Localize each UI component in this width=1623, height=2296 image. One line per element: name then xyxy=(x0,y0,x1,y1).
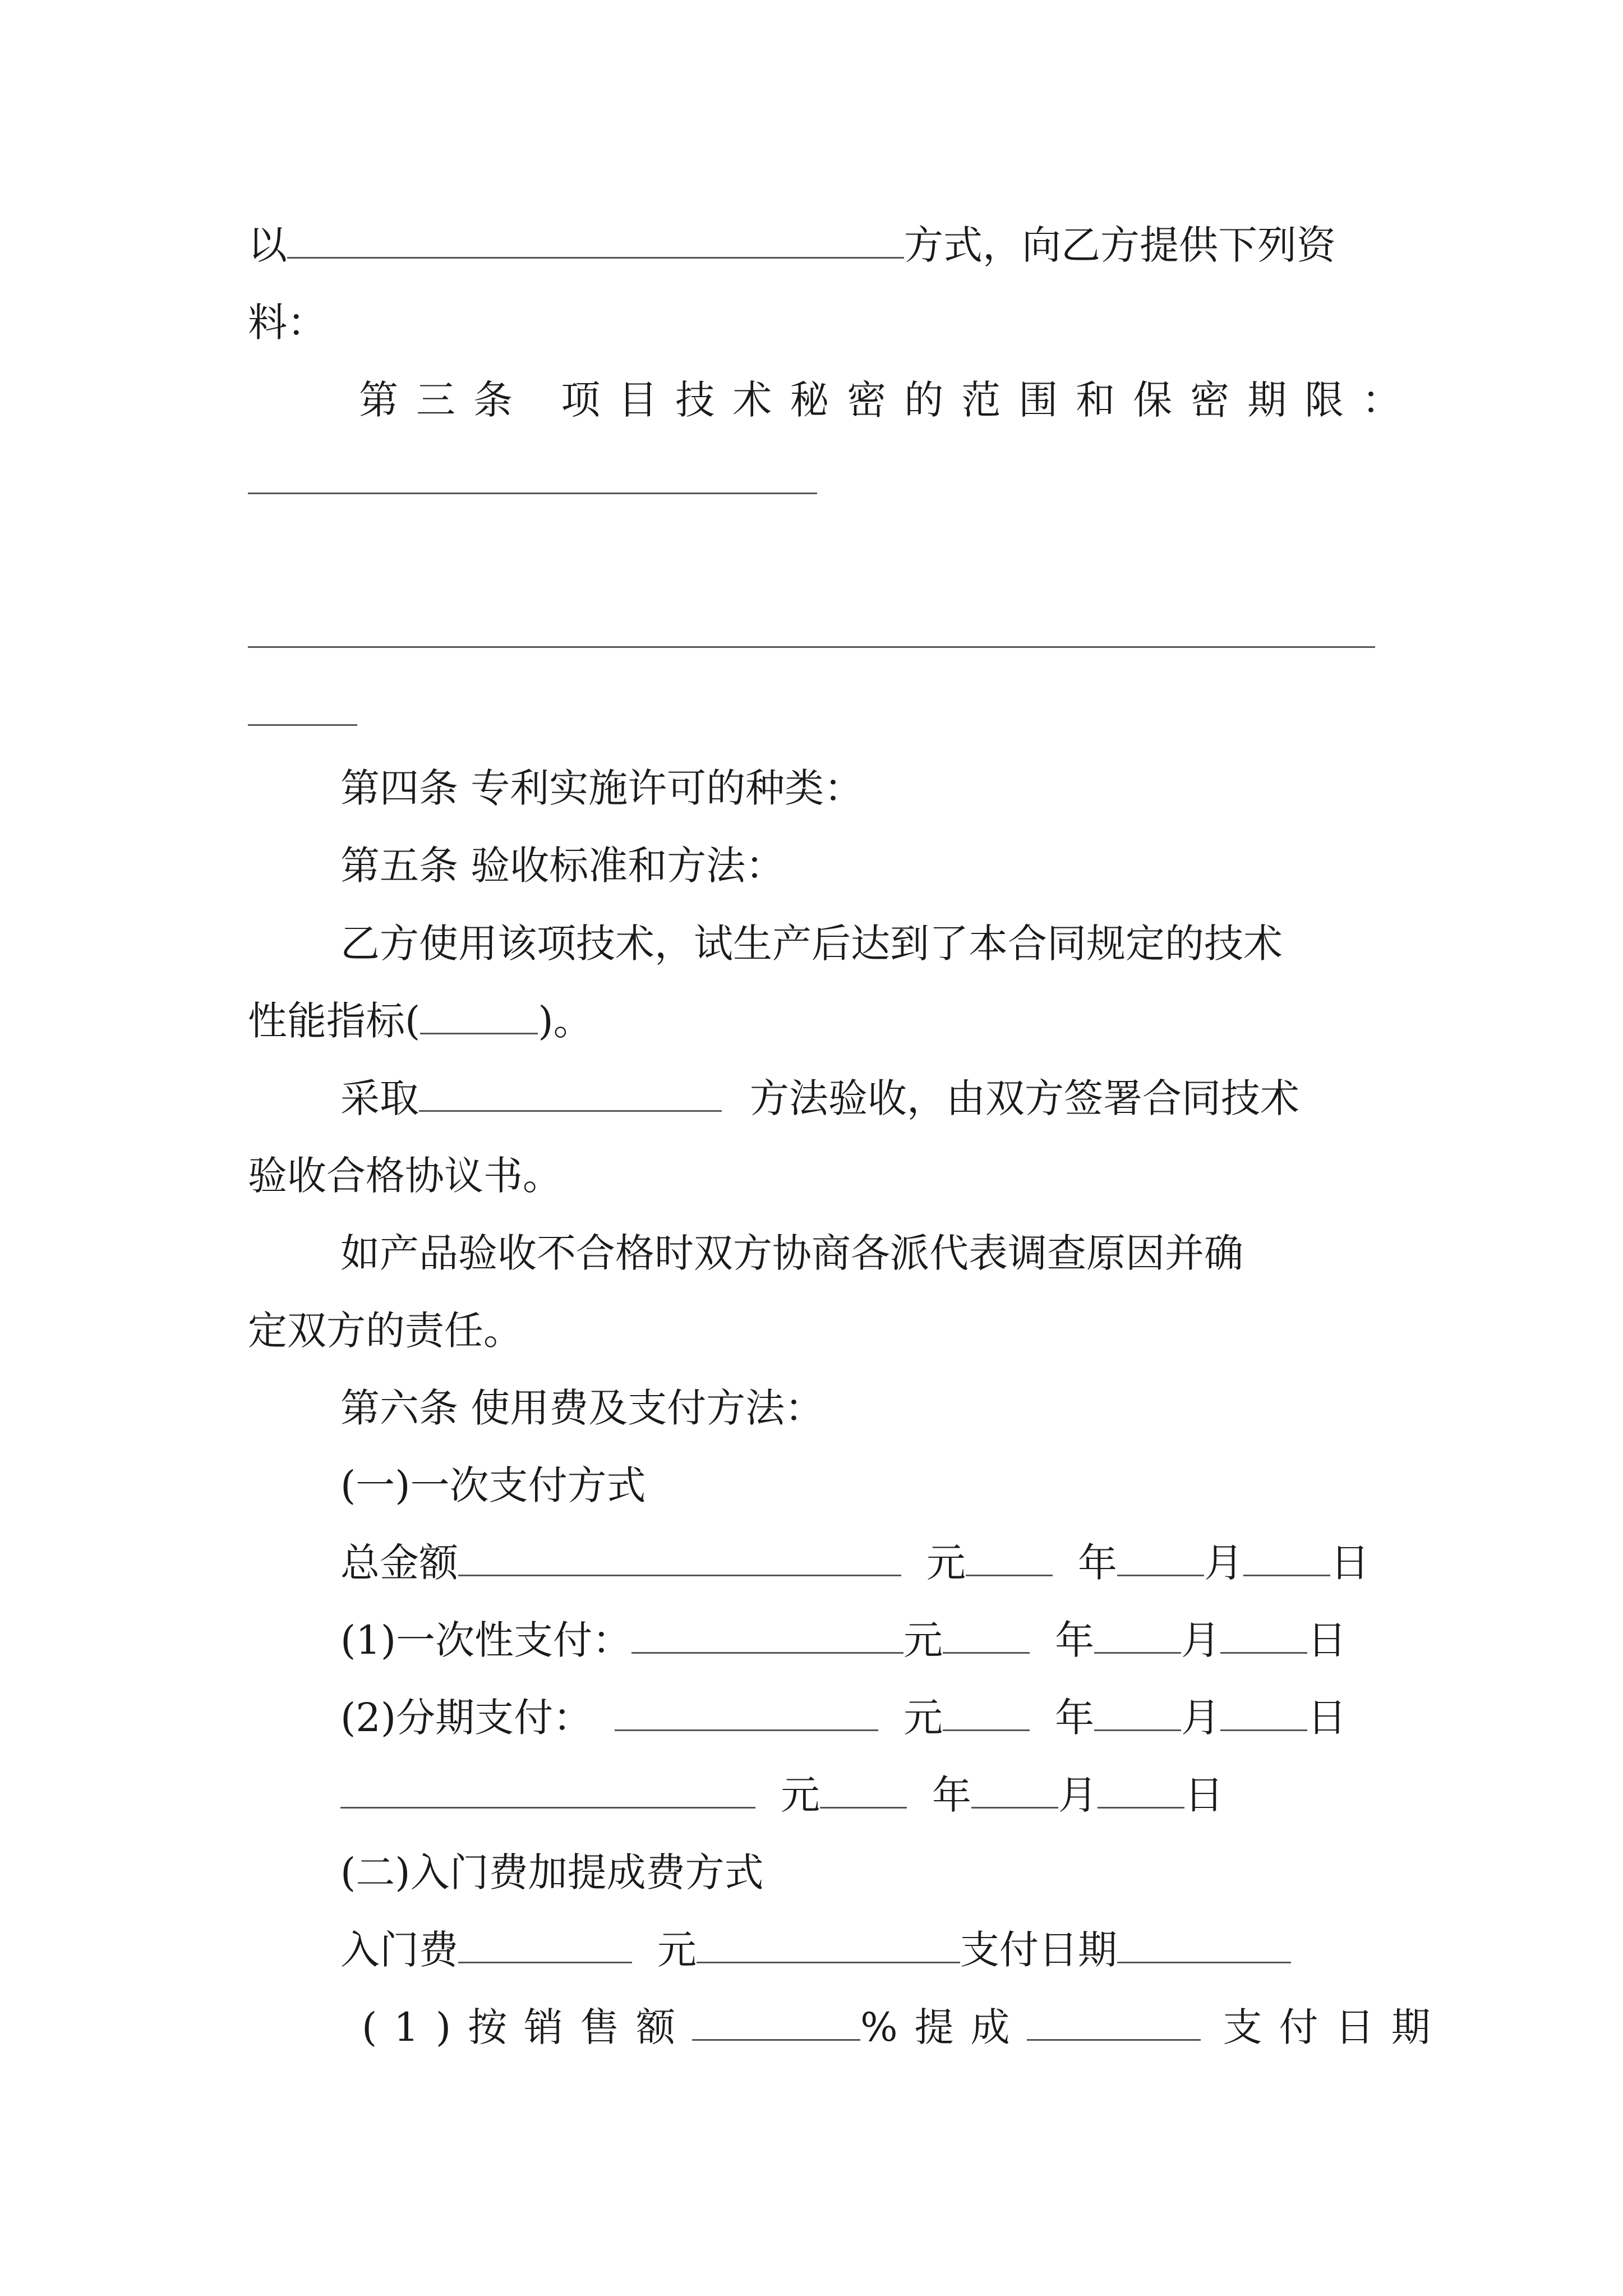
text: 第三条 项目技术秘密的范围和保密期限： xyxy=(359,377,1419,423)
blank-rule xyxy=(248,493,817,494)
sales-royalty-line xyxy=(362,1999,1447,2055)
paragraph-line xyxy=(248,1303,523,1359)
article-3-heading xyxy=(359,372,1419,428)
paragraph-line xyxy=(248,993,593,1049)
text: 验收合格协议书。 xyxy=(248,1153,562,1199)
paragraph-line xyxy=(340,1225,1243,1281)
section-lump-sum xyxy=(340,1457,646,1513)
text: 方法验收，由双方签署合同技术 xyxy=(750,1075,1299,1121)
text: 第五条 验收标准和方法： xyxy=(340,843,785,889)
blank-year xyxy=(971,1773,1058,1809)
text: 第六条 使用费及支付方法： xyxy=(340,1385,824,1431)
text: 料： xyxy=(248,300,326,346)
text: (1)一次性支付： xyxy=(340,1617,632,1663)
text: 年 xyxy=(1078,1540,1117,1586)
blank-royalty xyxy=(1027,2005,1201,2041)
blank-rule xyxy=(248,646,1375,648)
text: 总金额 xyxy=(340,1540,458,1586)
text: 元 xyxy=(903,1617,943,1663)
text: %提成 xyxy=(860,2004,1027,2050)
payment-once-line xyxy=(340,1612,1347,1668)
text: 月 xyxy=(1181,1695,1221,1741)
text: 方式，向乙方提供下列资 xyxy=(904,222,1336,268)
blank-rule xyxy=(248,724,357,726)
text: (二)入门费加提成费方式 xyxy=(340,1849,764,1895)
blank-yuan xyxy=(820,1773,907,1809)
text: (一)一次支付方式 xyxy=(340,1462,646,1508)
blank-entry-amount xyxy=(458,1928,632,1963)
blank-year xyxy=(1094,1696,1181,1731)
text: 采取 xyxy=(340,1075,419,1121)
blank-yuan xyxy=(966,1541,1053,1576)
blank-year xyxy=(1117,1541,1204,1576)
payment-installment-line-2 xyxy=(340,1767,1224,1823)
blank-method xyxy=(287,223,904,259)
text: 年 xyxy=(1055,1695,1095,1741)
text: 乙方使用该项技术，试生产后达到了本合同规定的技术 xyxy=(340,921,1283,967)
text: 日 xyxy=(1330,1540,1370,1586)
paragraph-line xyxy=(340,1070,1299,1126)
text: 元 xyxy=(903,1695,943,1741)
article-5-heading xyxy=(340,838,785,894)
blank-month xyxy=(1098,1773,1184,1809)
text: 年 xyxy=(1055,1617,1095,1663)
text: 如产品验收不合格时双方协商各派代表调查原因并确 xyxy=(340,1230,1243,1276)
line-materials xyxy=(248,295,326,351)
blank-amount xyxy=(615,1696,878,1731)
text: 月 xyxy=(1204,1540,1243,1586)
article-4-heading xyxy=(340,760,863,816)
text: 支付日期 xyxy=(1223,2004,1447,2050)
blank-yuan xyxy=(943,1618,1030,1654)
text: (2)分期支付： xyxy=(340,1695,593,1741)
text: )。 xyxy=(538,998,593,1044)
blank-year xyxy=(1094,1618,1181,1654)
text: (1)按销售额 xyxy=(362,2004,693,2050)
text: 支付日期 xyxy=(960,1927,1117,1973)
blank-indicator xyxy=(420,999,538,1034)
text: 日 xyxy=(1307,1695,1347,1741)
text: 月 xyxy=(1181,1617,1221,1663)
text: 元 xyxy=(926,1540,966,1586)
blank-month xyxy=(1220,1618,1307,1654)
blank-amount xyxy=(340,1773,755,1809)
blank-amount xyxy=(631,1618,903,1654)
text: 年 xyxy=(932,1772,971,1818)
paragraph-line xyxy=(248,1148,562,1204)
blank-amount xyxy=(458,1541,901,1576)
blank-month xyxy=(1220,1696,1307,1731)
entry-fee-line xyxy=(340,1922,1291,1978)
text: 入门费 xyxy=(340,1927,458,1973)
text: 性能指标( xyxy=(248,998,421,1044)
blank-acceptance-method xyxy=(419,1076,722,1112)
blank-entry-date xyxy=(1117,1928,1291,1963)
text: 日 xyxy=(1307,1617,1347,1663)
blank-yuan xyxy=(943,1696,1030,1731)
paragraph-line xyxy=(340,915,1283,972)
blank-month xyxy=(1243,1541,1330,1576)
text: 月 xyxy=(1058,1772,1098,1818)
text: 元 xyxy=(781,1772,820,1818)
blank-sales-amount xyxy=(692,2005,860,2041)
text: 元 xyxy=(657,1927,697,1973)
article-6-heading xyxy=(340,1380,824,1436)
text: 以 xyxy=(248,222,287,268)
total-amount-line xyxy=(340,1535,1370,1591)
text: 第四条 专利实施许可的种类： xyxy=(340,765,864,811)
line-provide-method xyxy=(248,217,1336,273)
payment-installment-line xyxy=(340,1690,1347,1746)
blank-entry-yuan xyxy=(697,1928,960,1963)
text: 定双方的责任。 xyxy=(248,1308,523,1354)
text: 日 xyxy=(1184,1772,1224,1818)
section-entry-fee xyxy=(340,1844,764,1901)
